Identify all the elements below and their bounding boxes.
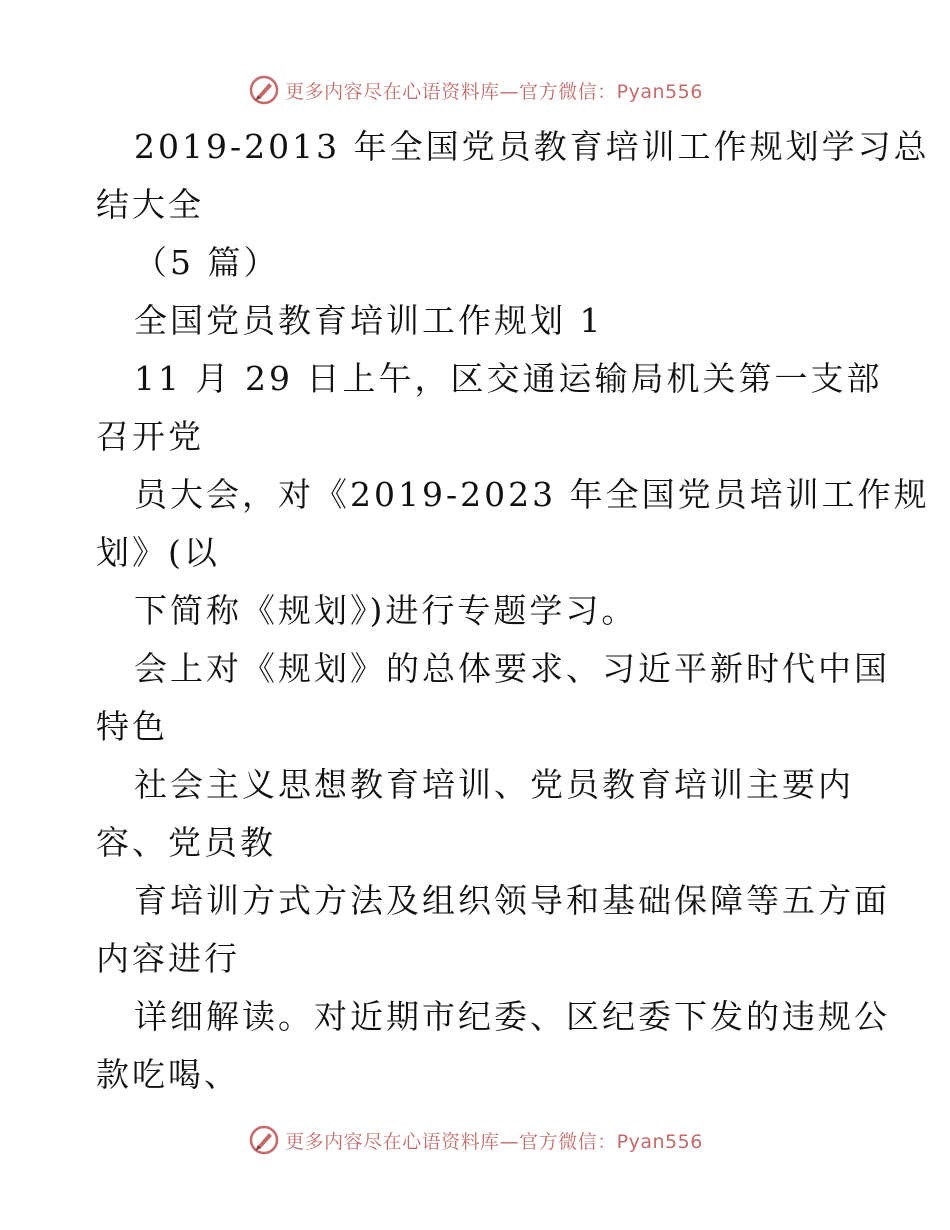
text-line: （5 篇） (134, 243, 280, 282)
pen-logo-icon (247, 1123, 281, 1157)
text-line: 员大会，对《2019-2023 年全国党员培训工作规 (134, 475, 930, 514)
text-line: 社会主义思想教育培训、党员教育培训主要内 (134, 765, 854, 804)
text-line: 2019-2013 年全国党员教育培训工作规划学习总 (134, 127, 930, 166)
text-line: 容、党员教 (96, 823, 276, 862)
text-line: 全国党员教育培训工作规划 1 (134, 301, 604, 340)
document-body (96, 118, 930, 1104)
text-line: 内容进行 (96, 939, 240, 978)
text-line: 结大全 (96, 185, 204, 224)
watermark-text: 更多内容尽在心语资料库—官方微信：Pyan556 (285, 80, 703, 103)
header-watermark (0, 70, 950, 110)
watermark-text: 更多内容尽在心语资料库—官方微信：Pyan556 (285, 1130, 703, 1153)
text-line: 下简称《规划》)进行专题学习。 (134, 591, 638, 630)
text-line: 划》(以 (96, 533, 220, 572)
text-line: 召开党 (96, 417, 204, 456)
text-line: 会上对《规划》的总体要求、习近平新时代中国 (134, 649, 890, 688)
text-line: 款吃喝、 (96, 1055, 240, 1094)
text-line: 11 月 29 日上午，区交通运输局机关第一支部 (134, 359, 883, 398)
text-line: 详细解读。对近期市纪委、区纪委下发的违规公 (134, 997, 890, 1036)
text-line: 育培训方式方法及组织领导和基础保障等五方面 (134, 881, 890, 920)
footer-watermark (0, 1120, 950, 1160)
text-line: 特色 (96, 707, 168, 746)
pen-logo-icon (247, 73, 281, 107)
